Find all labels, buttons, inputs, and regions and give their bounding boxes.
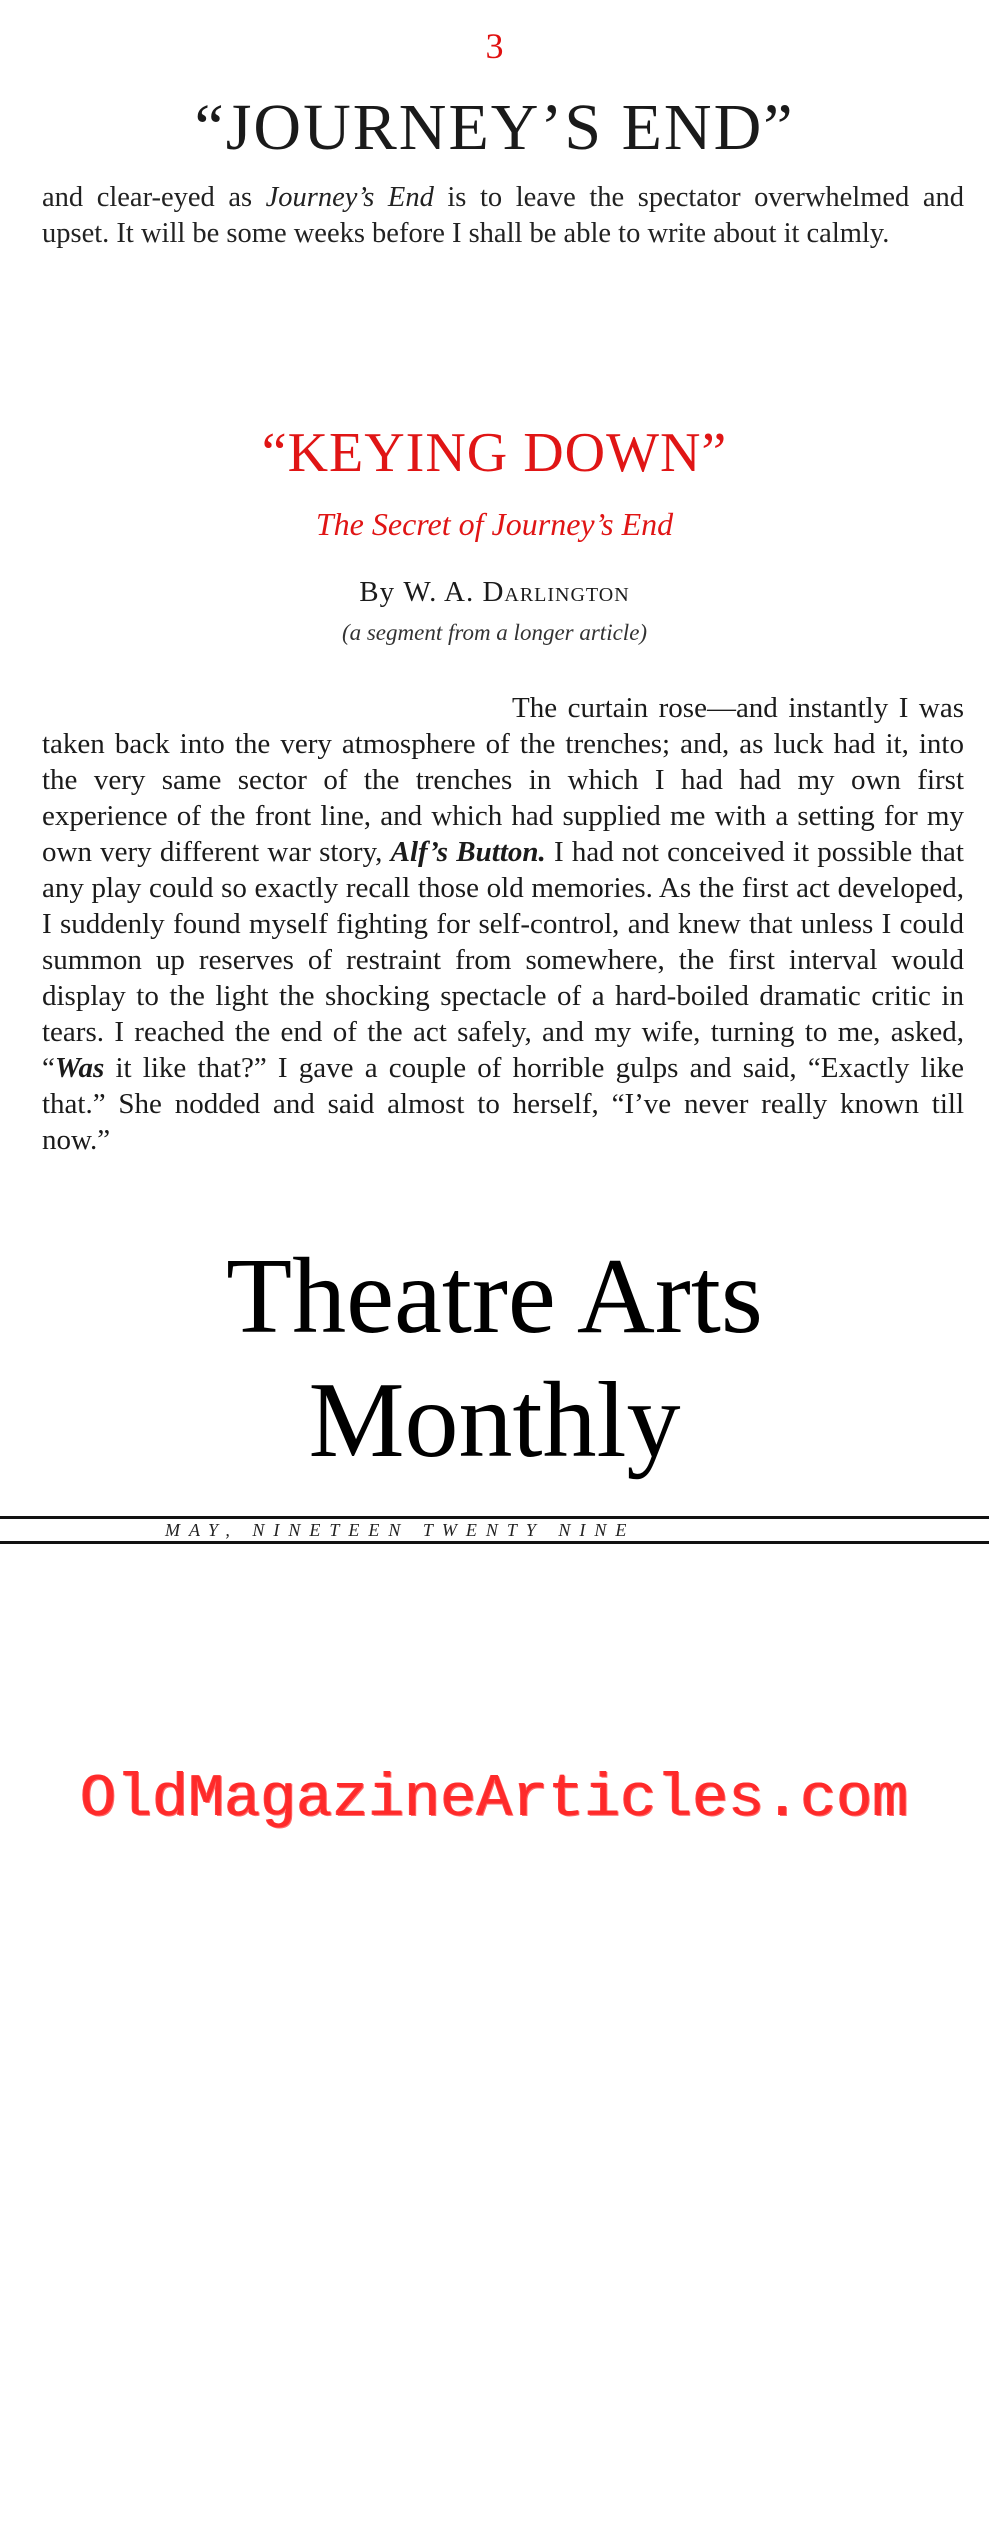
bottom-rule [0, 1541, 989, 1544]
segment-note: (a segment from a longer article) [341, 620, 648, 645]
intro-paragraph [42, 180, 964, 252]
body-part-3: it like that?” I gave a couple of horrible gulps and said, “Exactly like that.” She nodded and said almost to herself, “I’ve never really known till now.” [42, 1052, 964, 1156]
intro-title-ref: Journey’s End [265, 182, 434, 213]
masthead-line-2: Monthly [308, 1361, 681, 1481]
header-title: “JOURNEY’S END” [194, 91, 795, 164]
article-body [42, 690, 964, 1158]
intro-lead: and clear-eyed as [42, 182, 266, 213]
alfs-button-title: Alf’s Button. [390, 836, 546, 868]
article-title: “KEYING DOWN” [261, 422, 728, 484]
article-subtitle: The Secret of Journey’s End [315, 506, 674, 542]
page-number: 3 [485, 26, 504, 66]
author-name: W. A. Darlington [403, 576, 630, 608]
issue-date: MAY, NINETEEN TWENTY NINE [165, 1520, 636, 1540]
byline [0, 578, 989, 607]
masthead [0, 1235, 989, 1483]
intro-rest: is to leave the spectator overwhelmed and upset. It will be some weeks before I shall be able to write about it calmly. [42, 182, 964, 249]
body-part-1: The curtain rose—and instantly I was taken back into the very atmosphere of the trenches; and, as luck had it, into the very same sector of the trenches in which I had had my own first experience of the front line, and which had supplied me with a setting for my own very different war story, [42, 692, 964, 868]
site-watermark: OldMagazineArticles.com [80, 1766, 909, 1834]
masthead-line-1: Theatre Arts [226, 1237, 763, 1356]
was-emphasis: Was [54, 1052, 105, 1084]
byline-prefix: By [359, 576, 404, 608]
body-part-2: I had not conceived it possible that any play could so exactly recall those old memories. As the first act developed, I suddenly found myself fighting for self-control, and knew that unless I could summon up reserves of restraint from somewhere, the first interval would display to the light the shocking spectacle of a hard-boiled dramatic critic in tears. I reached the end of the act safely, and my wife, turning to me, asked, “ [42, 836, 964, 1084]
